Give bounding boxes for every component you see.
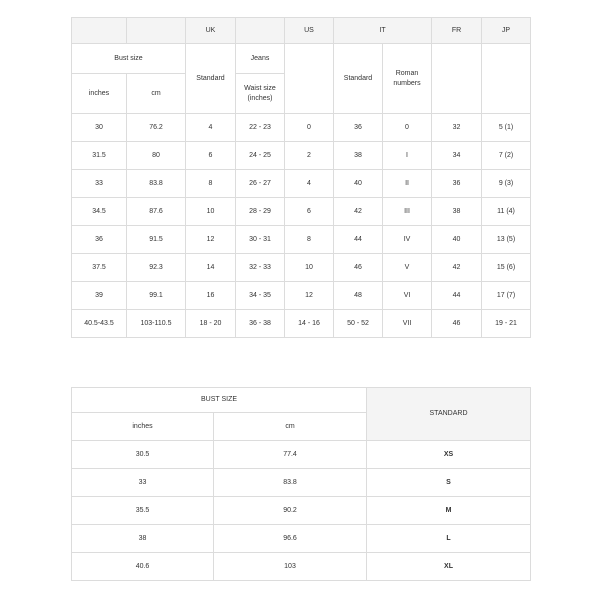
table-row — [72, 525, 531, 553]
table-row — [72, 170, 531, 198]
standard-header: STANDARD — [367, 388, 531, 441]
size-cell: XL — [367, 553, 531, 581]
us-cell: 6 — [285, 198, 334, 226]
us-cell: 10 — [285, 254, 334, 282]
cm-cell: 76.2 — [127, 114, 186, 142]
it-cell: 40 — [334, 170, 383, 198]
inches-cell: 37.5 — [72, 254, 127, 282]
waist-cell: 32 - 33 — [236, 254, 285, 282]
uk-cell: 16 — [186, 282, 236, 310]
size-cell: XS — [367, 441, 531, 469]
roman-cell: IV — [383, 226, 432, 254]
jp-cell: 13 (5) — [482, 226, 531, 254]
it-cell: 44 — [334, 226, 383, 254]
jp-cell: 17 (7) — [482, 282, 531, 310]
inches-cell: 30 — [72, 114, 127, 142]
country-header-row — [72, 18, 531, 44]
waist-cell: 28 - 29 — [236, 198, 285, 226]
inches-cell: 34.5 — [72, 198, 127, 226]
it-cell: 46 — [334, 254, 383, 282]
us-empty-cell — [285, 44, 334, 114]
cm-cell: 77.4 — [214, 441, 367, 469]
cm-cell: 90.2 — [214, 497, 367, 525]
us-header: US — [285, 18, 334, 44]
size-cell: S — [367, 469, 531, 497]
inches-cell: 33 — [72, 170, 127, 198]
fr-cell: 32 — [432, 114, 482, 142]
jp-cell: 7 (2) — [482, 142, 531, 170]
jp-cell: 11 (4) — [482, 198, 531, 226]
table-row — [72, 441, 531, 469]
inches-cell: 38 — [72, 525, 214, 553]
table-row — [72, 142, 531, 170]
uk-cell: 18 - 20 — [186, 310, 236, 338]
waist-cell: 34 - 35 — [236, 282, 285, 310]
uk-standard-label: Standard — [186, 44, 236, 114]
standard-size-table — [71, 387, 531, 581]
us-cell: 12 — [285, 282, 334, 310]
it-standard-label: Standard — [334, 44, 383, 114]
cm-cell: 103 — [214, 553, 367, 581]
roman-numbers-label: Roman numbers — [383, 44, 432, 114]
uk-cell: 14 — [186, 254, 236, 282]
subheader-row — [72, 44, 531, 74]
empty-header-cell — [72, 18, 127, 44]
roman-cell: I — [383, 142, 432, 170]
cm-cell: 103-110.5 — [127, 310, 186, 338]
empty-header-cell — [236, 18, 285, 44]
waist-cell: 22 - 23 — [236, 114, 285, 142]
roman-cell: II — [383, 170, 432, 198]
cm-cell: 96.6 — [214, 525, 367, 553]
fr-cell: 38 — [432, 198, 482, 226]
fr-empty-cell — [432, 44, 482, 114]
bust-size-label: Bust size — [72, 44, 186, 74]
table2-header-row — [72, 388, 531, 413]
table1-body — [72, 114, 531, 338]
table-row — [72, 553, 531, 581]
waist-cell: 24 - 25 — [236, 142, 285, 170]
fr-cell: 42 — [432, 254, 482, 282]
roman-cell: 0 — [383, 114, 432, 142]
jp-cell: 9 (3) — [482, 170, 531, 198]
roman-cell: VII — [383, 310, 432, 338]
jp-empty-cell — [482, 44, 531, 114]
cm-cell: 83.8 — [127, 170, 186, 198]
waist-cell: 36 - 38 — [236, 310, 285, 338]
waist-cell: 30 - 31 — [236, 226, 285, 254]
us-cell: 8 — [285, 226, 334, 254]
cm-cell: 87.6 — [127, 198, 186, 226]
cm-cell: 83.8 — [214, 469, 367, 497]
uk-cell: 4 — [186, 114, 236, 142]
it-cell: 50 - 52 — [334, 310, 383, 338]
inches-label: inches — [72, 74, 127, 114]
roman-cell: VI — [383, 282, 432, 310]
us-cell: 4 — [285, 170, 334, 198]
inches-cell: 35.5 — [72, 497, 214, 525]
uk-cell: 12 — [186, 226, 236, 254]
it-cell: 38 — [334, 142, 383, 170]
fr-cell: 34 — [432, 142, 482, 170]
table-row — [72, 114, 531, 142]
size-cell: M — [367, 497, 531, 525]
fr-header: FR — [432, 18, 482, 44]
jp-cell: 19 - 21 — [482, 310, 531, 338]
table-row — [72, 310, 531, 338]
it-cell: 36 — [334, 114, 383, 142]
table-row — [72, 226, 531, 254]
table-row — [72, 254, 531, 282]
roman-cell: V — [383, 254, 432, 282]
jp-cell: 5 (1) — [482, 114, 531, 142]
inches-cell: 33 — [72, 469, 214, 497]
it-header: IT — [334, 18, 432, 44]
uk-header: UK — [186, 18, 236, 44]
jp-header: JP — [482, 18, 531, 44]
us-cell: 14 - 16 — [285, 310, 334, 338]
inches-cell: 39 — [72, 282, 127, 310]
cm-label: cm — [214, 413, 367, 441]
fr-cell: 44 — [432, 282, 482, 310]
inches-label: inches — [72, 413, 214, 441]
inches-cell: 31.5 — [72, 142, 127, 170]
waist-size-label: Waist size (inches) — [236, 74, 285, 114]
inches-cell: 40.6 — [72, 553, 214, 581]
cm-cell: 99.1 — [127, 282, 186, 310]
cm-cell: 80 — [127, 142, 186, 170]
jp-cell: 15 (6) — [482, 254, 531, 282]
table-row — [72, 497, 531, 525]
cm-label: cm — [127, 74, 186, 114]
inches-cell: 36 — [72, 226, 127, 254]
size-conversion-table — [71, 17, 531, 338]
us-cell: 2 — [285, 142, 334, 170]
size-cell: L — [367, 525, 531, 553]
jeans-label: Jeans — [236, 44, 285, 74]
uk-cell: 10 — [186, 198, 236, 226]
it-cell: 48 — [334, 282, 383, 310]
cm-cell: 92.3 — [127, 254, 186, 282]
cm-cell: 91.5 — [127, 226, 186, 254]
us-cell: 0 — [285, 114, 334, 142]
bust-size-header: BUST SIZE — [72, 388, 367, 413]
table-row — [72, 282, 531, 310]
inches-cell: 30.5 — [72, 441, 214, 469]
uk-cell: 6 — [186, 142, 236, 170]
table-row — [72, 198, 531, 226]
it-cell: 42 — [334, 198, 383, 226]
fr-cell: 46 — [432, 310, 482, 338]
roman-cell: III — [383, 198, 432, 226]
fr-cell: 36 — [432, 170, 482, 198]
inches-cell: 40.5-43.5 — [72, 310, 127, 338]
fr-cell: 40 — [432, 226, 482, 254]
uk-cell: 8 — [186, 170, 236, 198]
table-row — [72, 469, 531, 497]
empty-header-cell — [127, 18, 186, 44]
waist-cell: 26 - 27 — [236, 170, 285, 198]
